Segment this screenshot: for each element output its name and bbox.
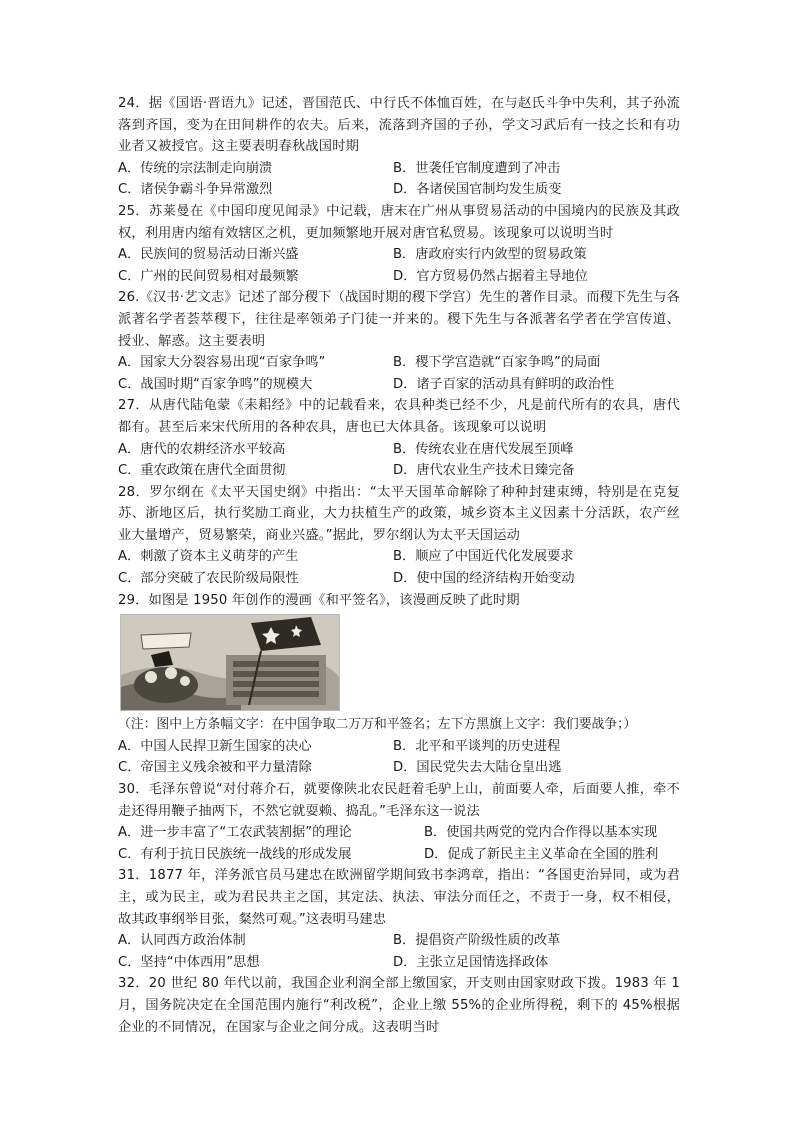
question-25-stem: 25．苏莱曼在《中国印度见闻录》中记载，唐末在广州从事贸易活动的中国境内的民族及其政权，利用唐内缩有效辖区之机，更加频繁地开展对唐官私贸易。该现象可以说明当时: [118, 203, 680, 241]
question-27-option-d: D．唐代农业生产技术日臻完备: [393, 463, 575, 479]
question-25-option-c: C．广州的民间贸易相对最频繁: [118, 268, 299, 284]
question-25-option-b: B．唐政府实行内敛型的贸易政策: [393, 247, 587, 263]
question-26-stem: 26.《汉书·艺文志》记述了部分稷下（战国时期的稷下学宫）先生的著作目录。而稷下先生与各派著名学者荟萃稷下，往往是率领弟子门徒一并来的。稷下先生与各派著名学者在学宫传道、授业、解惑。这主要表明: [118, 290, 680, 349]
question-26-options: [118, 352, 680, 395]
question-31-options: [118, 930, 680, 973]
question-29-option-d: D．国民党失去大陆仓皇出逃: [393, 760, 562, 776]
question-31-option-b: B．提倡资产阶级性质的改革: [393, 933, 561, 949]
question-24-options: [118, 158, 680, 201]
question-31-option-c: C．坚持“中体西用”思想: [118, 954, 260, 970]
question-25-options: [118, 244, 680, 287]
question-30-option-c: C．有利于抗日民族统一战线的形成发展: [118, 846, 352, 862]
question-26-option-d: D．诸子百家的活动具有鲜明的政治性: [393, 376, 615, 392]
question-31-option-a: A．认同西方政治体制: [118, 933, 246, 949]
question-26-option-c: C．战国时期“百家争鸣”的规模大: [118, 376, 313, 392]
question-32-stem: 32．20 世纪 80 年代以前，我国企业利润全部上缴国家，开支则由国家财政下拨。1983 年 1 月，国务院决定在全国范围内施行“利改税”，企业上缴 55%的企业所得税，剩下的 45%根据企业的不同情况，在国家与企业之间分成。这表明当时: [118, 976, 680, 1035]
question-30-option-a: A．进一步丰富了“工农武装割据”的理论: [118, 825, 352, 841]
question-27-stem: 27．从唐代陆龟蒙《耒耜经》中的记载看来，农具种类已经不少，凡是前代所有的农具，唐代都有。甚至后来宋代所用的各种农具，唐也已大体具备。该现象可以说明: [118, 398, 680, 435]
cartoon-illustration: [121, 615, 339, 710]
question-28-option-a: A．刺激了资本主义萌芽的产生: [118, 549, 299, 565]
question-30-option-b: B．使国共两党的党内合作得以基本实现: [424, 825, 658, 841]
question-24-option-d: D．各诸侯国官制均发生质变: [393, 182, 562, 198]
question-29-stem: 29．如图是 1950 年创作的漫画《和平签名》，该漫画反映了此时期: [118, 592, 520, 608]
question-24-option-a: A．传统的宗法制走向崩溃: [118, 160, 273, 176]
question-24-option-b: B．世袭任官制度遭到了冲击: [393, 160, 561, 176]
question-24-option-c: C．诸侯争霸斗争异常激烈: [118, 182, 273, 198]
question-28-option-d: D．使中国的经济结构开始变动: [393, 571, 575, 587]
question-30-stem: 30．毛泽东曾说“对付蒋介石，就要像陕北农民赶着毛驴上山，前面要人牵，后面要人推，牵不走还得用鞭子抽两下，不然它就耍赖、捣乱。”毛泽东这一说法: [118, 782, 680, 819]
question-29-option-c: C．帝国主义残余被和平力量清除: [118, 760, 312, 776]
question-25-option-d: D．官方贸易仍然占据着主导地位: [393, 268, 588, 284]
question-31-option-d: D．主张立足国情选择政体: [393, 954, 549, 970]
question-28-stem: 28．罗尔纲在《太平天国史纲》中指出：“太平天国革命解除了种种封建束缚，特别是在克复苏、浙地区后，执行奖励工商业，大力扶植生产的政策，城乡资本主义因素十分活跃，农产丝业大量增产，贸易繁荣，商业兴盛。”据此，罗尔纲认为太平天国运动: [118, 484, 680, 543]
question-30-options: [118, 822, 680, 865]
question-24-stem: 24．据《国语·晋语九》记述，晋国范氏、中行氏不体恤百姓，在与赵氏斗争中失利，其子孙流落到齐国，变为在田间耕作的农夫。后来，流落到齐国的子孙，学文习武后有一技之长和有功业者又被授官。这主要表明春秋战国时期: [118, 96, 680, 155]
question-29-options: [118, 736, 680, 779]
question-26-option-a: A．国家大分裂容易出现“百家争鸣”: [118, 355, 326, 371]
question-28-options: [118, 546, 680, 589]
question-26-option-b: B．稷下学宫造就“百家争鸣”的局面: [393, 355, 601, 371]
question-31-stem: 31．1877 年，洋务派官员马建忠在欧洲留学期间致书李鸿章，指出：“各国吏治异同，或为君主，或为民主，或为君民共主之国，其定法、执法、审法分而任之，不责于一身，权不相侵，故其政事纲举目张，粲然可观。”这表明马建忠: [118, 868, 680, 927]
question-27-option-b: B．传统农业在唐代发展至顶峰: [393, 441, 574, 457]
question-29-option-a: A．中国人民捍卫新生国家的决心: [118, 738, 312, 754]
question-28-option-c: C．部分突破了农民阶级局限性: [118, 571, 299, 587]
question-29-option-b: B．北平和平谈判的历史进程: [393, 738, 561, 754]
question-28-option-b: B．顺应了中国近代化发展要求: [393, 549, 574, 565]
question-30-option-d: D．促成了新民主主义革命在全国的胜利: [424, 846, 659, 862]
question-27-options: [118, 439, 680, 482]
question-27-option-c: C．重农政策在唐代全面贯彻: [118, 463, 286, 479]
question-29-note: （注：图中上方条幅文字：在中国争取二万万和平签名；左下方黑旗上文字：我们要战争；）: [118, 717, 637, 733]
question-27-option-a: A．唐代的农耕经济水平较高: [118, 441, 286, 457]
cartoon-peace-signature-image: [120, 614, 340, 711]
exam-page: [118, 93, 680, 1038]
question-25-option-a: A．民族间的贸易活动日渐兴盛: [118, 247, 299, 263]
